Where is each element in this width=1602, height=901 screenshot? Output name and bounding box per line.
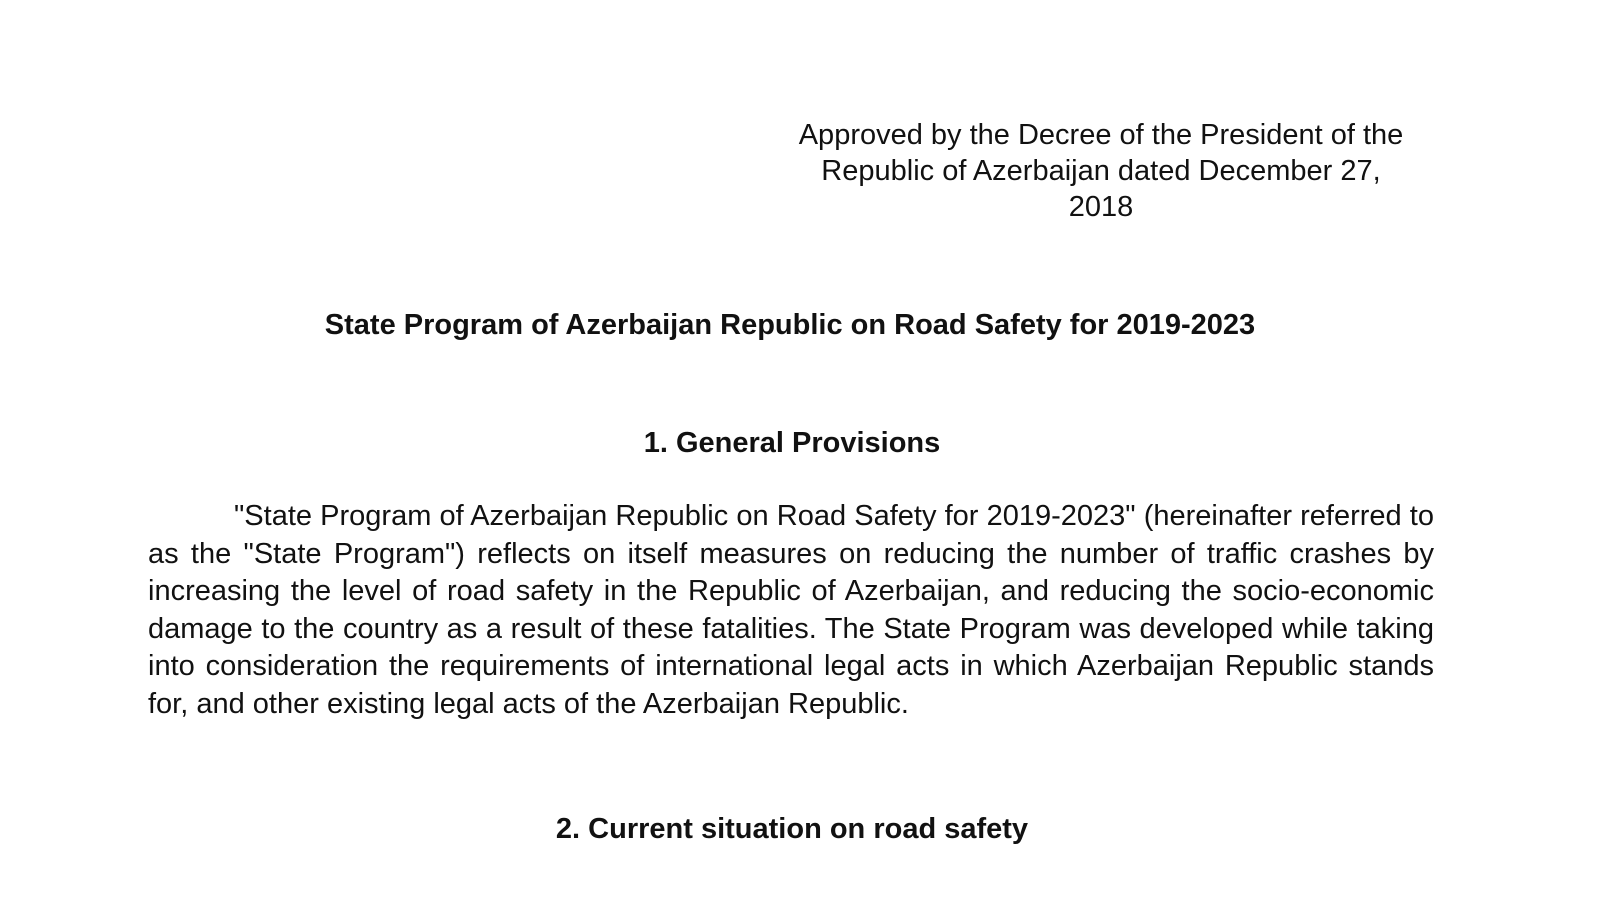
approval-note-line: Approved by the Decree of the President of the <box>798 119 1404 151</box>
document-title: State Program of Azerbaijan Republic on Road Safety for 2019-2023 <box>324 309 1256 341</box>
approval-note-line: Republic of Azerbaijan dated December 27, <box>821 155 1381 187</box>
general-provisions-paragraph: "State Program of Azerbaijan Republic on Road Safety for 2019-2023" (hereinafter referred to as the "State Program") reflects on itself measures on reducing the number of traffic crashes by increasing the level of road safety in the Republic of Azerbaijan, and reducing the socio-economic damage to the country as a result of these fatalities. The State Program was developed while taking into consideration the requirements of international legal acts in which Azerbaijan Republic stands for, and other existing legal acts of the Azerbaijan Republic. <box>148 500 1434 720</box>
approval-note <box>775 117 1427 225</box>
approval-note-line: 2018 <box>1068 191 1134 223</box>
section-heading-general-provisions: 1. General Provisions <box>643 427 941 459</box>
section-heading-current-situation: 2. Current situation on road safety <box>555 813 1029 845</box>
